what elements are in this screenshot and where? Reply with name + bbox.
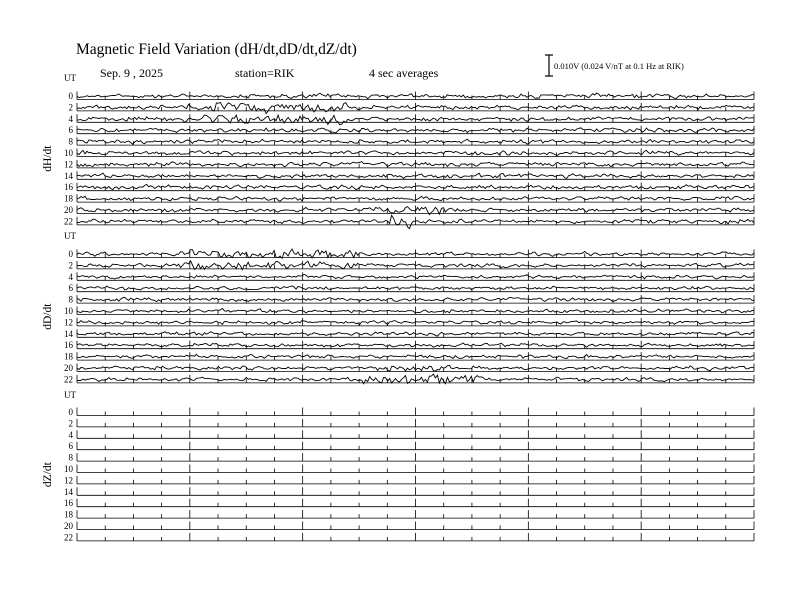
scale-bar [545, 55, 684, 76]
row-label-ut-20: 20 [64, 521, 73, 531]
row-label-ut-4: 4 [68, 113, 73, 124]
averaging-label: 4 sec averages [369, 66, 439, 80]
row-label-ut-16: 16 [64, 498, 73, 509]
row-label-ut-12: 12 [64, 159, 73, 170]
ut-label: UT [64, 390, 76, 400]
chart-title: Magnetic Field Variation (dH/dt,dD/dt,dZ/dt) [76, 41, 357, 58]
panel-dZ-dt [42, 390, 754, 542]
row-label-ut-16: 16 [64, 340, 73, 351]
row-label-ut-0: 0 [68, 91, 73, 101]
row-label-ut-16: 16 [64, 182, 73, 193]
row-label-ut-14: 14 [64, 170, 73, 181]
row-label-ut-8: 8 [68, 452, 73, 463]
ut-label: UT [64, 231, 76, 241]
row-label-ut-4: 4 [68, 429, 73, 440]
row-label-ut-6: 6 [68, 441, 73, 452]
row-label-ut-8: 8 [68, 136, 73, 147]
row-label-ut-18: 18 [64, 351, 73, 362]
row-label-ut-10: 10 [64, 464, 73, 474]
ut-label: UT [64, 73, 76, 83]
row-label-ut-14: 14 [64, 328, 73, 339]
station-label: station=RIK [235, 66, 295, 80]
row-label-ut-20: 20 [64, 205, 73, 215]
row-label-ut-0: 0 [68, 407, 73, 417]
row-label-ut-8: 8 [68, 294, 73, 305]
y-axis-label: dH/dt [42, 145, 54, 172]
panel-dH-dt [42, 73, 754, 229]
y-axis-label: dZ/dt [42, 462, 54, 488]
row-label-ut-10: 10 [64, 148, 73, 158]
scale-bar-label: 0.010V (0.024 V/nT at 0.1 Hz at RIK) [554, 61, 684, 71]
y-axis-label: dD/dt [42, 303, 54, 330]
row-label-ut-10: 10 [64, 306, 73, 316]
row-label-ut-2: 2 [68, 102, 73, 113]
row-label-ut-6: 6 [68, 125, 73, 136]
row-label-ut-22: 22 [64, 374, 73, 385]
panels [42, 73, 754, 542]
row-label-ut-22: 22 [64, 216, 73, 227]
row-label-ut-4: 4 [68, 271, 73, 282]
row-label-ut-20: 20 [64, 363, 73, 373]
row-label-ut-2: 2 [68, 260, 73, 271]
row-label-ut-0: 0 [68, 249, 73, 259]
row-label-ut-6: 6 [68, 283, 73, 294]
row-label-ut-22: 22 [64, 532, 73, 543]
row-label-ut-12: 12 [64, 475, 73, 486]
date-label: Sep. 9 , 2025 [100, 66, 163, 80]
panel-dD-dt [42, 231, 754, 384]
row-label-ut-18: 18 [64, 193, 73, 204]
row-label-ut-12: 12 [64, 317, 73, 328]
row-label-ut-14: 14 [64, 486, 73, 497]
row-label-ut-2: 2 [68, 418, 73, 429]
row-label-ut-18: 18 [64, 509, 73, 520]
